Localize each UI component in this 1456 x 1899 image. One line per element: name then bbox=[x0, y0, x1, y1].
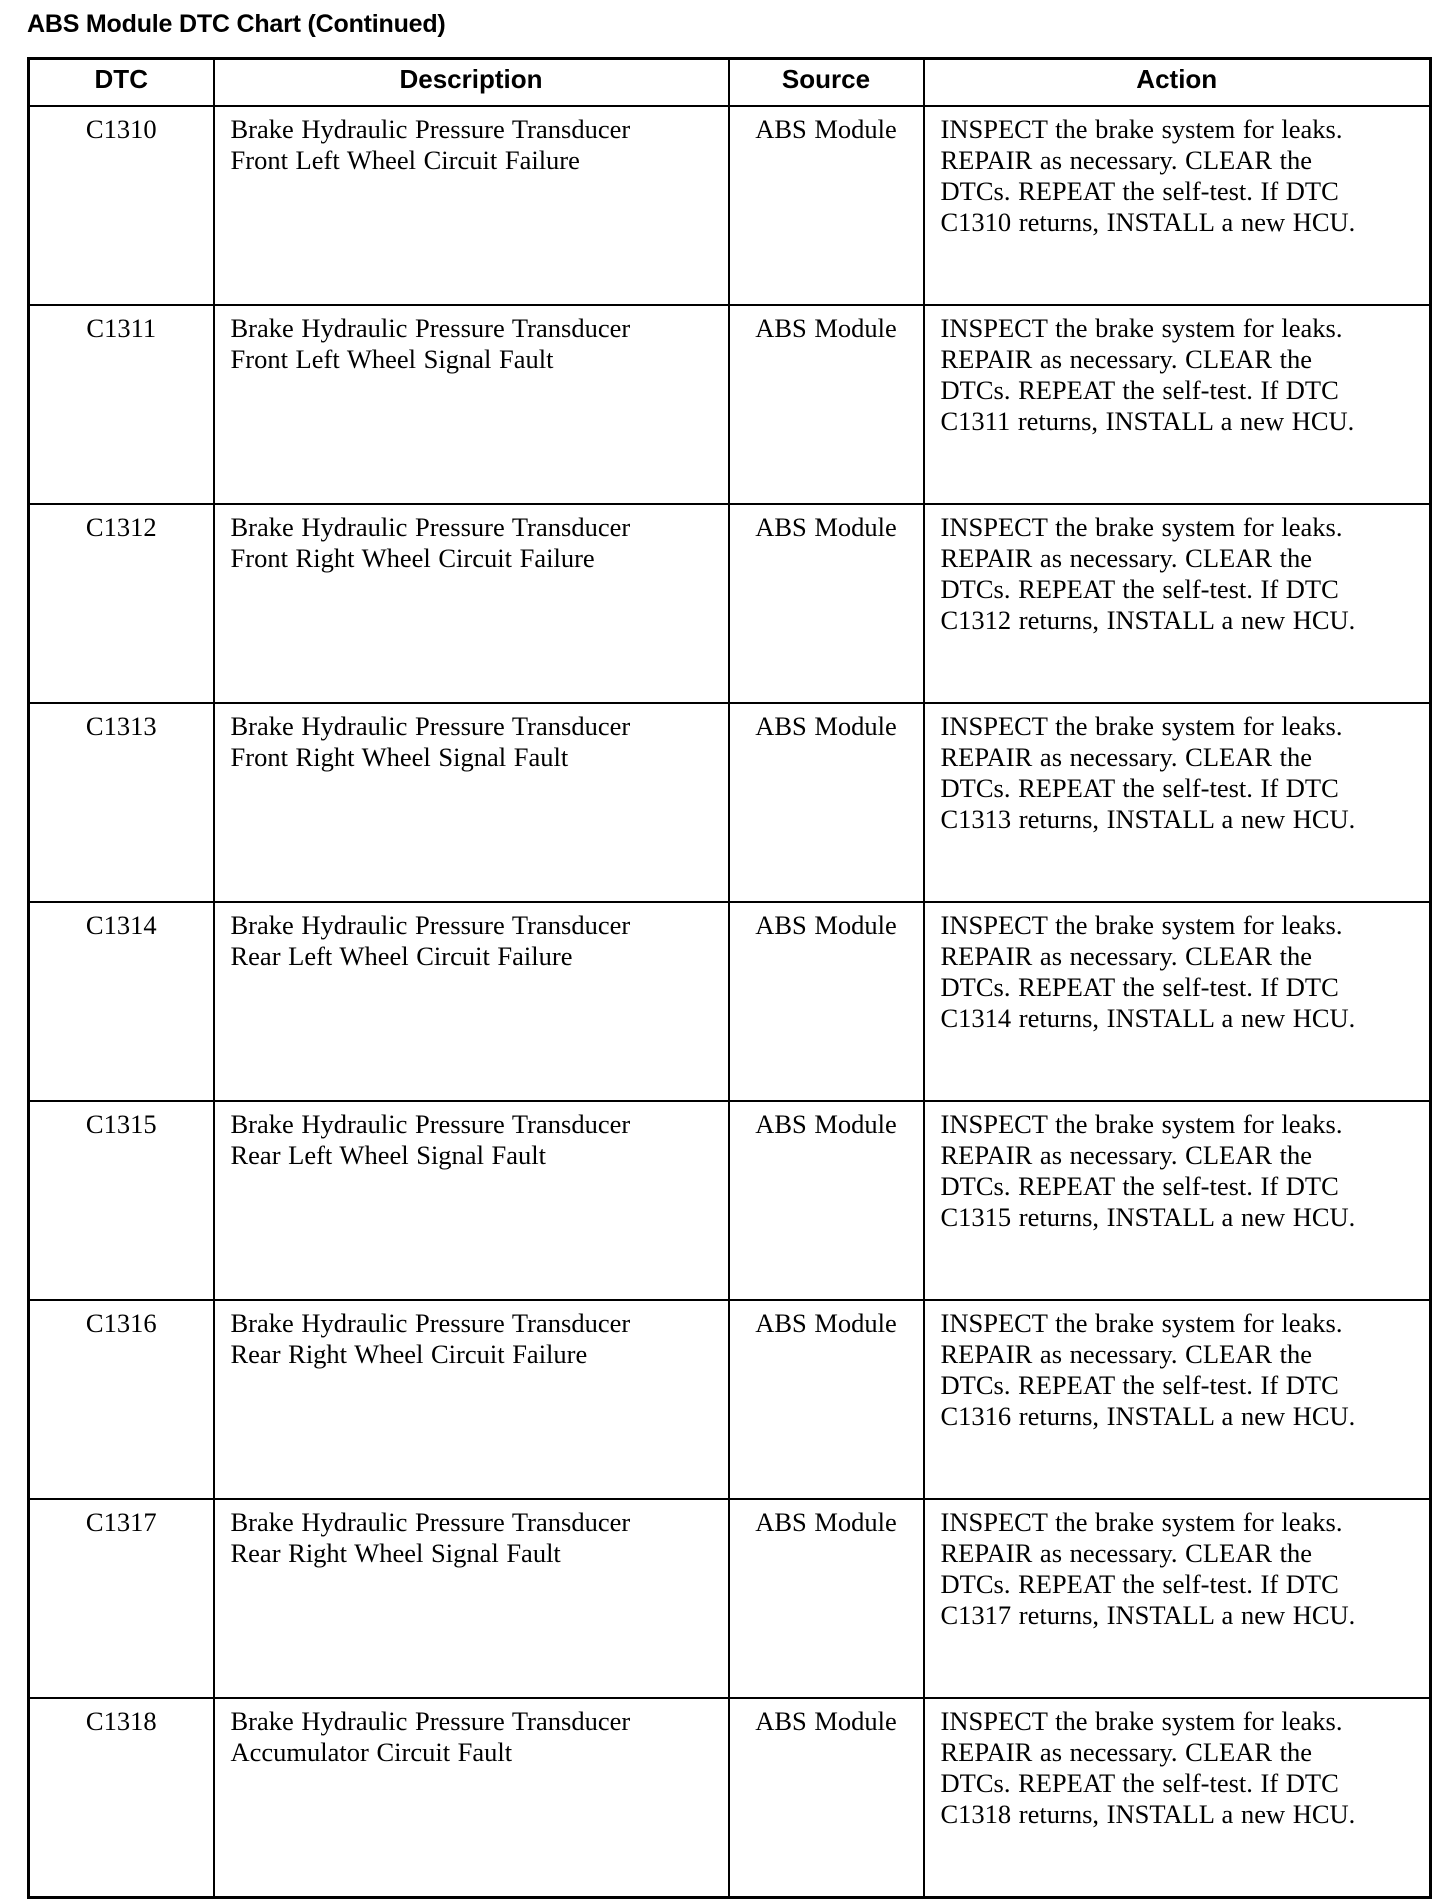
description-line: Front Left Wheel Circuit Failure bbox=[230, 145, 580, 175]
action-line: C1316 returns, INSTALL a new HCU. bbox=[940, 1401, 1356, 1431]
dtc-action bbox=[924, 504, 1431, 703]
table-row bbox=[29, 305, 1431, 504]
dtc-description bbox=[214, 1101, 729, 1300]
dtc-code: C1310 bbox=[29, 106, 214, 305]
table-row bbox=[29, 1499, 1431, 1698]
action-line: DTCs. REPEAT the self-test. If DTC bbox=[940, 972, 1339, 1002]
action-line: DTCs. REPEAT the self-test. If DTC bbox=[940, 1171, 1339, 1201]
dtc-action bbox=[924, 1300, 1431, 1499]
action-line: REPAIR as necessary. CLEAR the bbox=[940, 1737, 1313, 1767]
description-line: Brake Hydraulic Pressure Transducer bbox=[230, 114, 631, 144]
description-line: Brake Hydraulic Pressure Transducer bbox=[230, 1308, 631, 1338]
dtc-code: C1313 bbox=[29, 703, 214, 902]
dtc-code: C1314 bbox=[29, 902, 214, 1101]
table-row bbox=[29, 106, 1431, 305]
column-header-source: Source bbox=[729, 59, 924, 107]
dtc-code: C1311 bbox=[29, 305, 214, 504]
dtc-source: ABS Module bbox=[729, 1300, 924, 1499]
dtc-code: C1315 bbox=[29, 1101, 214, 1300]
description-line: Brake Hydraulic Pressure Transducer bbox=[230, 313, 631, 343]
dtc-source: ABS Module bbox=[729, 305, 924, 504]
action-line: DTCs. REPEAT the self-test. If DTC bbox=[940, 773, 1339, 803]
description-line: Brake Hydraulic Pressure Transducer bbox=[230, 1507, 631, 1537]
table-row bbox=[29, 902, 1431, 1101]
action-line: REPAIR as necessary. CLEAR the bbox=[940, 1339, 1313, 1369]
description-line: Front Left Wheel Signal Fault bbox=[230, 344, 554, 374]
dtc-source: ABS Module bbox=[729, 902, 924, 1101]
dtc-action bbox=[924, 902, 1431, 1101]
description-line: Front Right Wheel Circuit Failure bbox=[230, 543, 595, 573]
action-line: REPAIR as necessary. CLEAR the bbox=[940, 1538, 1313, 1568]
dtc-source: ABS Module bbox=[729, 106, 924, 305]
dtc-action bbox=[924, 305, 1431, 504]
dtc-source: ABS Module bbox=[729, 1101, 924, 1300]
action-line: INSPECT the brake system for leaks. bbox=[940, 1507, 1343, 1537]
description-line: Rear Left Wheel Signal Fault bbox=[230, 1140, 547, 1170]
dtc-description bbox=[214, 1698, 729, 1898]
description-line: Rear Right Wheel Signal Fault bbox=[230, 1538, 561, 1568]
description-line: Brake Hydraulic Pressure Transducer bbox=[230, 1109, 631, 1139]
table-row bbox=[29, 703, 1431, 902]
action-line: C1310 returns, INSTALL a new HCU. bbox=[940, 207, 1356, 237]
description-line: Brake Hydraulic Pressure Transducer bbox=[230, 512, 631, 542]
action-line: INSPECT the brake system for leaks. bbox=[940, 1706, 1343, 1736]
dtc-description bbox=[214, 106, 729, 305]
description-line: Brake Hydraulic Pressure Transducer bbox=[230, 1706, 631, 1736]
action-line: REPAIR as necessary. CLEAR the bbox=[940, 543, 1313, 573]
dtc-code: C1317 bbox=[29, 1499, 214, 1698]
action-line: REPAIR as necessary. CLEAR the bbox=[940, 1140, 1313, 1170]
table-row bbox=[29, 504, 1431, 703]
dtc-action bbox=[924, 1101, 1431, 1300]
column-header-action: Action bbox=[924, 59, 1431, 107]
dtc-table bbox=[27, 57, 1432, 1899]
dtc-description bbox=[214, 1300, 729, 1499]
action-line: INSPECT the brake system for leaks. bbox=[940, 910, 1343, 940]
dtc-action bbox=[924, 1499, 1431, 1698]
action-line: DTCs. REPEAT the self-test. If DTC bbox=[940, 1569, 1339, 1599]
table-row bbox=[29, 1101, 1431, 1300]
table-row bbox=[29, 1300, 1431, 1499]
action-line: C1315 returns, INSTALL a new HCU. bbox=[940, 1202, 1356, 1232]
action-line: C1313 returns, INSTALL a new HCU. bbox=[940, 804, 1356, 834]
page-title: ABS Module DTC Chart (Continued) bbox=[27, 10, 446, 38]
column-header-dtc: DTC bbox=[29, 59, 214, 107]
action-line: INSPECT the brake system for leaks. bbox=[940, 1109, 1343, 1139]
column-header-description: Description bbox=[214, 59, 729, 107]
action-line: C1312 returns, INSTALL a new HCU. bbox=[940, 605, 1356, 635]
table-row bbox=[29, 1698, 1431, 1898]
action-line: INSPECT the brake system for leaks. bbox=[940, 114, 1343, 144]
dtc-code: C1316 bbox=[29, 1300, 214, 1499]
dtc-description bbox=[214, 1499, 729, 1698]
dtc-source: ABS Module bbox=[729, 1499, 924, 1698]
dtc-description bbox=[214, 703, 729, 902]
action-line: DTCs. REPEAT the self-test. If DTC bbox=[940, 375, 1339, 405]
dtc-source: ABS Module bbox=[729, 504, 924, 703]
table-header-row bbox=[29, 59, 1431, 107]
dtc-description bbox=[214, 305, 729, 504]
dtc-source: ABS Module bbox=[729, 703, 924, 902]
action-line: DTCs. REPEAT the self-test. If DTC bbox=[940, 1370, 1339, 1400]
action-line: INSPECT the brake system for leaks. bbox=[940, 711, 1343, 741]
action-line: DTCs. REPEAT the self-test. If DTC bbox=[940, 1768, 1339, 1798]
action-line: C1311 returns, INSTALL a new HCU. bbox=[940, 406, 1355, 436]
action-line: DTCs. REPEAT the self-test. If DTC bbox=[940, 176, 1339, 206]
dtc-description bbox=[214, 504, 729, 703]
action-line: REPAIR as necessary. CLEAR the bbox=[940, 742, 1313, 772]
description-line: Brake Hydraulic Pressure Transducer bbox=[230, 711, 631, 741]
dtc-source: ABS Module bbox=[729, 1698, 924, 1898]
description-line: Brake Hydraulic Pressure Transducer bbox=[230, 910, 631, 940]
action-line: REPAIR as necessary. CLEAR the bbox=[940, 344, 1313, 374]
dtc-action bbox=[924, 106, 1431, 305]
action-line: C1318 returns, INSTALL a new HCU. bbox=[940, 1799, 1356, 1829]
description-line: Front Right Wheel Signal Fault bbox=[230, 742, 569, 772]
dtc-description bbox=[214, 902, 729, 1101]
dtc-action bbox=[924, 1698, 1431, 1898]
description-line: Rear Right Wheel Circuit Failure bbox=[230, 1339, 588, 1369]
dtc-code: C1318 bbox=[29, 1698, 214, 1898]
description-line: Rear Left Wheel Circuit Failure bbox=[230, 941, 573, 971]
description-line: Accumulator Circuit Fault bbox=[230, 1737, 513, 1767]
action-line: REPAIR as necessary. CLEAR the bbox=[940, 145, 1313, 175]
action-line: DTCs. REPEAT the self-test. If DTC bbox=[940, 574, 1339, 604]
dtc-code: C1312 bbox=[29, 504, 214, 703]
action-line: C1314 returns, INSTALL a new HCU. bbox=[940, 1003, 1356, 1033]
dtc-action bbox=[924, 703, 1431, 902]
action-line: INSPECT the brake system for leaks. bbox=[940, 313, 1343, 343]
action-line: INSPECT the brake system for leaks. bbox=[940, 1308, 1343, 1338]
action-line: REPAIR as necessary. CLEAR the bbox=[940, 941, 1313, 971]
action-line: C1317 returns, INSTALL a new HCU. bbox=[940, 1600, 1356, 1630]
action-line: INSPECT the brake system for leaks. bbox=[940, 512, 1343, 542]
